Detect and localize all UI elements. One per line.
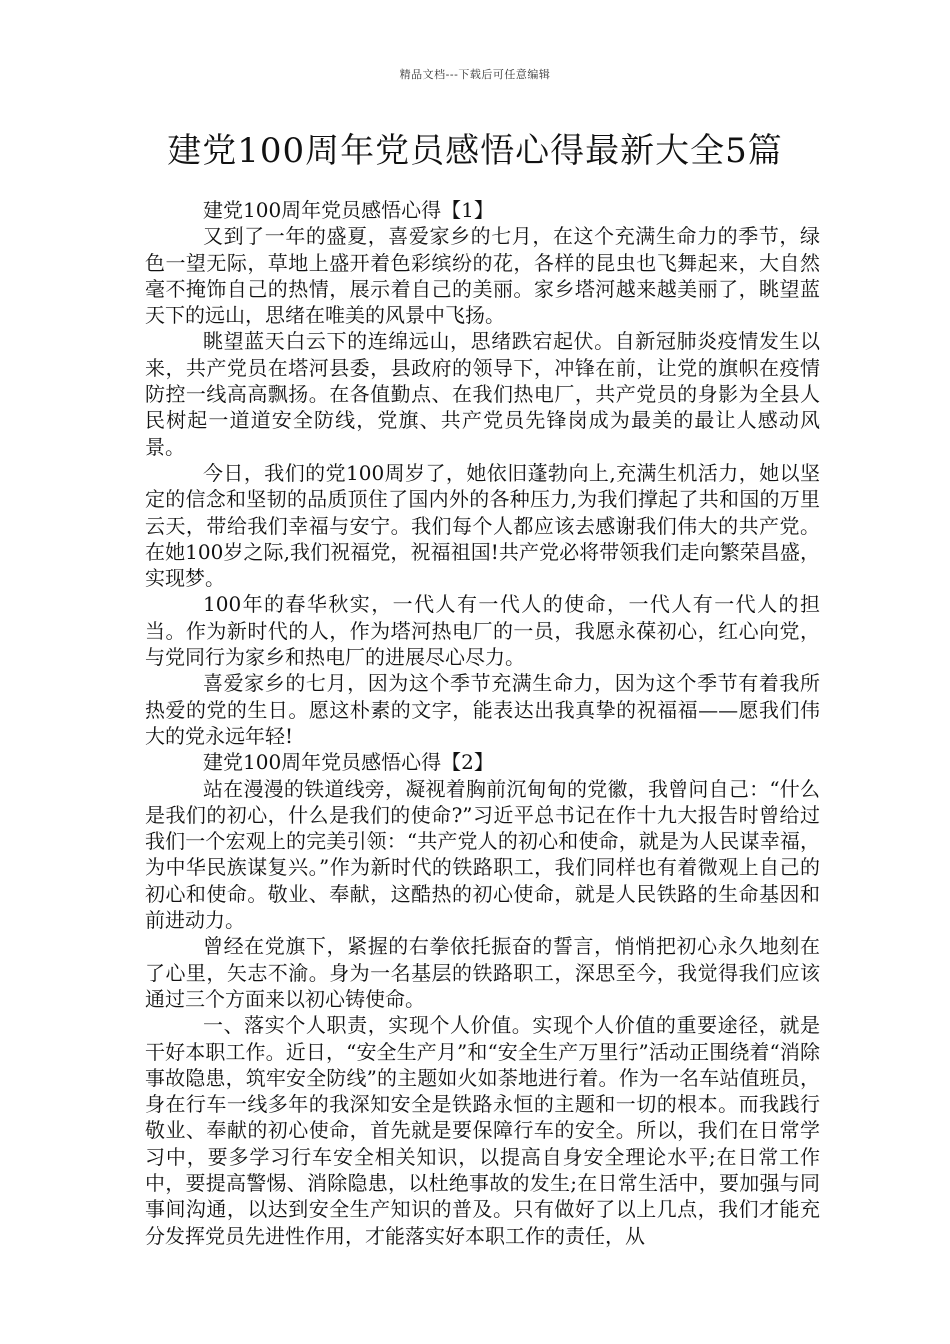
paragraph: 眺望蓝天白云下的连绵远山，思绪跌宕起伏。自新冠肺炎疫情发生以来，共产党员在塔河县委，县政府的领导下，冲锋在前，让党的旗帜在疫情防控一线高高飘扬。在各值勤点、在我们热电厂，共产党员的身影为全县人民树起一道道安全防线，党旗、共产党员先锋岗成为最美的最让人感动风景。 [145,329,820,459]
document-title: 建党100周年党员感悟心得最新大全5篇 [167,131,783,171]
section-heading-2: 建党100周年党员感悟心得【2】 [203,750,494,775]
paragraph: 又到了一年的盛夏，喜爱家乡的七月，在这个充满生命力的季节，绿色一望无际，草地上盛开着色彩缤纷的花，各样的昆虫也飞舞起来，大自然毫不掩饰自己的热情，展示着自己的美丽。家乡塔河越来越美丽了，眺望蓝天下的远山，思绪在唯美的风景中飞扬。 [145,224,820,328]
paragraph: 一、落实个人职责，实现个人价值。实现个人价值的重要途径，就是干好本职工作。近日，“安全生产月”和“安全生产万里行”活动正围绕着“消除事故隐患，筑牢安全防线”的主题如火如荼地进行着。作为一名车站值班员，身在行车一线多年的我深知安全是铁路永恒的主题和一切的根本。而我践行敬业、奉献的初心使命，首先就是要保障行车的安全。所以，我们在日常学习中，要多学习行车安全相关知识，以提高自身安全理论水平;在日常工作中，要提高警惕、消除隐患，以杜绝事故的发生;在日常生活中，要加强与同事间沟通，以达到安全生产知识的普及。只有做好了以上几点，我们才能充分发挥党员先进性作用，才能落实好本职工作的责任，从 [145,1013,820,1248]
section-heading-1: 建党100周年党员感悟心得【1】 [203,198,494,222]
paragraph: 今日，我们的党100周岁了，她依旧蓬勃向上,充满生机活力，她以坚定的信念和坚韧的品质顶住了国内外的各种压力,为我们撑起了共和国的万里云天，带给我们幸福与安宁。我们每个人都应该去感谢我们伟大的共产党。在她100岁之际,我们祝福党，祝福祖国!共产党必将带领我们走向繁荣昌盛，实现梦。 [145,460,820,591]
document-body [145,197,820,1249]
paragraph: 曾经在党旗下，紧握的右拳依托振奋的誓言，悄悄把初心永久地刻在了心里，矢志不渝。身为一名基层的铁路职工，深思至今，我觉得我们应该通过三个方面来以初心铸使命。 [145,934,820,1011]
header-note: 精品文档---下载后可任意编辑 [399,68,551,81]
paragraph: 100年的春华秋实，一代人有一代人的使命，一代人有一代人的担当。作为新时代的人，作为塔河热电厂的一员，我愿永葆初心，红心向党，与党同行为家乡和热电厂的进展尽心尽力。 [145,592,820,670]
paragraph: 喜爱家乡的七月，因为这个季节充满生命力，因为这个季节有着我所热爱的党的生日。愿这朴素的文字，能表达出我真挚的祝福福——愿我们伟大的党永远年轻! [145,671,820,748]
paragraph: 站在漫漫的铁道线旁，凝视着胸前沉甸甸的党徽，我曾问自己：“什么是我们的初心，什么是我们的使命?”习近平总书记在作十九大报告时曾给过我们一个宏观上的完美引领：“共产党人的初心和使命，就是为人民谋幸福，为中华民族谋复兴。”作为新时代的铁路职工，我们同样也有着微观上自己的初心和使命。敬业、奉献，这酷热的初心使命，就是人民铁路的生命基因和前进动力。 [145,776,820,933]
